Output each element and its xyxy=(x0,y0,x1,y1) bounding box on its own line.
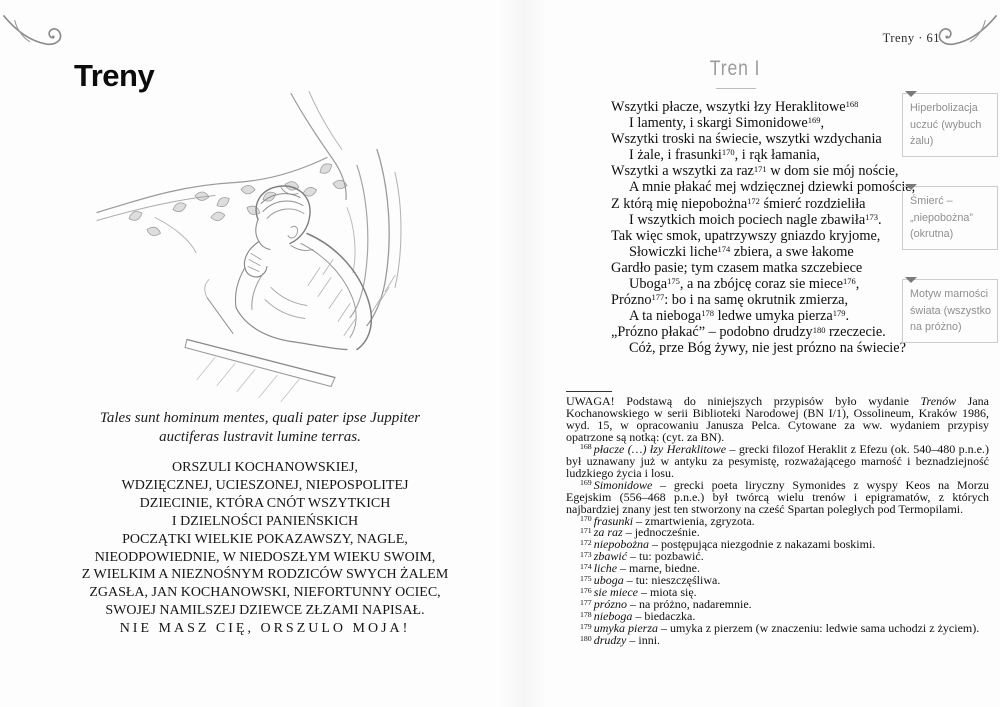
footnote-definition: – inni. xyxy=(629,633,661,648)
footnote-number: 174 xyxy=(580,561,592,571)
poem-line: Gardło pasie; tym czasem matka szczebiece xyxy=(611,259,863,276)
footnote-definition: – marne, biedne. xyxy=(620,561,700,576)
footnote-definition: – miota się. xyxy=(641,585,697,600)
epigraph-line: auctiferas lustravit lumine terras. xyxy=(159,429,361,445)
footnote-definition: – umyka z pierzem (w znaczeniu: ledwie sama uchodzi z życiem). xyxy=(661,621,980,636)
poem-line: I wszytkich moich pociech nagle zbawiła$^{173}$. xyxy=(629,211,882,228)
dedication-line: NIE MASZ CIĘ, ORSZULO MOJA! xyxy=(119,621,411,637)
footnote-term: umyka pierza xyxy=(593,621,659,636)
footnote xyxy=(566,635,989,647)
poem-line: Słowiczki liche$^{174}$ zbiera, a swe łakome xyxy=(629,243,854,260)
footnote-definition: – tu: pozbawić. xyxy=(630,549,704,564)
footnote-number: 170 xyxy=(580,514,592,524)
editors-note-text: UWAGA! Podstawą do niniejszych przypisów było wydanie xyxy=(566,394,921,408)
epigraph-line: Tales sunt hominum mentes, quali pater ipse Juppiter xyxy=(99,410,421,426)
footnote-number: 168 xyxy=(580,442,592,452)
margin-note-label: Śmierć – „niepobożna” (okrutna) xyxy=(910,195,974,240)
footnote xyxy=(566,477,990,516)
page-gutter xyxy=(500,0,546,707)
title-rule xyxy=(716,88,756,89)
poem-line: Tak więc smok, upatrzywszy gniazdo kryjome, xyxy=(611,227,881,244)
poem-line: A mnie płakać mej wdzięcznej dziewki pomoście, xyxy=(629,179,916,196)
footnote-term: zbawić xyxy=(593,549,628,564)
poem-line: „Prózno płakać” – podobno drudzy$^{180}$ rzeczecie. xyxy=(611,324,886,341)
flourish-ornament-right-icon xyxy=(934,12,998,60)
running-header: Treny · 61 xyxy=(882,31,940,45)
latin-epigraph xyxy=(55,409,465,447)
poem-line: Wszytki troski na świecie, wszytki wzdychania xyxy=(611,131,882,148)
dedication-line: POCZĄTKI WIELKIE POKAZAWSZY, NAGLE, xyxy=(122,531,408,547)
dedication-line: WDZIĘCZNEJ, UCIESZONEJ, NIEPOSPOLITEJ xyxy=(121,477,409,493)
dedication xyxy=(40,459,490,638)
grieving-man-illustration xyxy=(95,86,445,404)
footnote-term: uboga xyxy=(593,573,624,588)
footnote-definition: – biedaczka. xyxy=(635,609,696,624)
footnote-term: nieboga xyxy=(593,609,633,624)
poem-line: Wszytki a wszytki za raz$^{171}$ w dom sie mój noście, xyxy=(611,163,899,180)
footnote-number: 171 xyxy=(580,525,592,535)
footnote-term: drudzy xyxy=(593,633,627,648)
footnote-term: płacze (…) łzy Heraklitowe xyxy=(593,441,727,456)
footnote-term: prózno xyxy=(593,597,628,612)
poem-line: I żale, i frasunki$^{170}$, i rąk łamania, xyxy=(629,147,820,164)
poem-line: Z którą mię niepobożna$^{172}$ śmierć rozdzieliła xyxy=(611,195,866,212)
margin-note-label: Hiperbolizacja uczuć (wybuch żalu) xyxy=(910,102,982,147)
footnote-definition: – postępująca niezgodnie z nakazami boskimi. xyxy=(652,537,876,552)
dedication-line: DZIECINIE, KTÓRA CNÓT WSZYTKICH xyxy=(139,495,391,511)
footnote-term: Simonidowe xyxy=(593,477,653,492)
footnote-number: 175 xyxy=(580,573,592,583)
footnote-list xyxy=(566,441,990,648)
dedication-line: ZGASŁA, JAN KOCHANOWSKI, NIEFORTUNNY OCIEC, xyxy=(89,585,441,601)
footnote-definition: – jednocześnie. xyxy=(625,525,700,540)
poem-text xyxy=(611,99,941,357)
dedication-line: NIEODPOWIEDNIE, W NIEDOSZŁYM WIEKU SWOIM, xyxy=(94,549,436,565)
footnote xyxy=(566,441,989,480)
footnote-term: sie miece xyxy=(593,585,639,600)
triangle-down-icon xyxy=(905,91,917,97)
footnotes xyxy=(566,396,989,647)
footnote-number: 179 xyxy=(580,621,592,631)
footnote-term: niepobożna xyxy=(593,537,650,552)
editors-note-title: Trenów xyxy=(920,394,957,408)
dedication-line: Z WIELKIM A NIEZNOŚNYM RODZICÓW SWYCH ŻALEM xyxy=(81,567,449,583)
footnote-definition: – grecki poeta liryczny Symonides z wyspy Keos na Morzu Egejskim (556–468 p.n.e.) był twórcą wielu trenów i epigramatów, z których najbardziej znany jest ten stworzony na cześć Spartan poległych pod Termopilami. xyxy=(566,477,990,516)
footnote-number: 172 xyxy=(580,537,592,547)
footnote-definition: – tu: nieszczęśliwa. xyxy=(626,573,721,588)
footnote-term: za raz xyxy=(593,525,623,540)
footnote-number: 173 xyxy=(580,549,592,559)
editors-note xyxy=(566,396,989,444)
footnote-number: 177 xyxy=(580,597,592,607)
poem-line: A ta nieboga$^{178}$ ledwe umyka pierza$^{179}$. xyxy=(629,308,850,325)
footnote-definition: – grecki filozof Heraklit z Efezu (ok. 540–480 p.n.e.) był uznawany już w antyku za pesymistę, rozważającego marność i beznadziejność ludzkiego życia i losu. xyxy=(566,441,989,480)
footnote-term: liche xyxy=(593,561,618,576)
footnote-number: 169 xyxy=(580,478,592,488)
poem-title: Tren I xyxy=(710,57,761,80)
poem-line: Wszytki płacze, wszytki łzy Heraklitowe$^{168}$ xyxy=(611,99,859,115)
dedication-line: I DZIELNOŚCI PANIEŃSKICH xyxy=(171,513,359,529)
footnote-definition: – na próżno, nadaremnie. xyxy=(630,597,752,612)
dedication-line: ORSZULI KOCHANOWSKIEJ, xyxy=(172,460,358,475)
footnote-term: frasunki xyxy=(593,513,634,528)
footnote-separator xyxy=(566,391,612,392)
flourish-ornament-left-icon xyxy=(2,12,66,60)
poem-line: Uboga$^{175}$, a na zbójcę coraz sie miece$^{176}$, xyxy=(629,276,860,293)
margin-note-label: Motyw marności świata (wszystko na próżno) xyxy=(910,288,991,333)
book-title: Treny xyxy=(74,58,155,93)
poem-line: I lamenty, i skargi Simonidowe$^{169}$, xyxy=(629,115,825,132)
footnote-number: 178 xyxy=(580,609,592,619)
editors-note-text: Jana Kochanowskiego w serii Biblioteki Narodowej (BN I/1), Ossolineum, Kraków 1986, wyd. 15, w opracowaniu Janusza Pelca. Cytowane za ww. wydaniem przypisy opatrzone są notką: (cyt. za BN). xyxy=(566,394,990,444)
poem-line: Cóż, prze Bóg żywy, nie jest prózno na świecie? xyxy=(629,340,906,357)
dedication-line: SWOJEJ NAMILSZEJ DZIEWCE ZŁZAMI NAPISAŁ. xyxy=(105,603,425,619)
footnote-number: 180 xyxy=(580,633,592,643)
footnote-definition: – zmartwienia, zgryzota. xyxy=(636,513,755,528)
footnote-number: 176 xyxy=(580,585,592,595)
poem-line: Prózno$^{177}$: bo i na samę okrutnik zmierza, xyxy=(611,292,849,309)
